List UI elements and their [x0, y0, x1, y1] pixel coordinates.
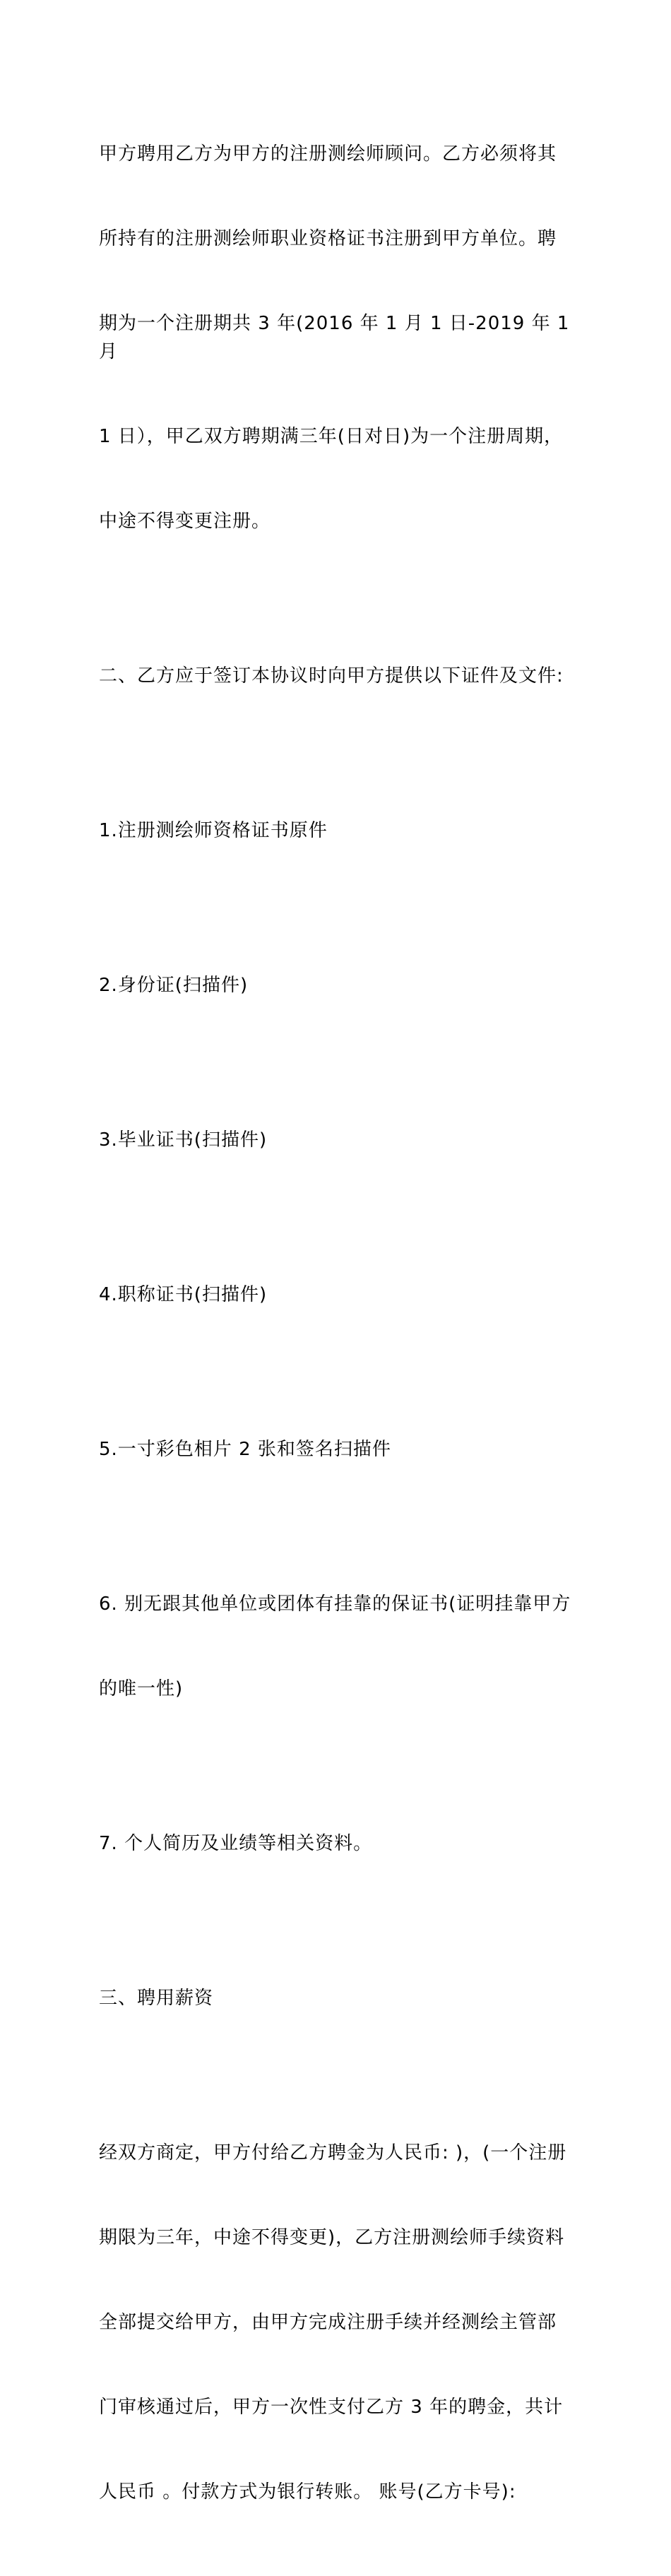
list-item-5 [99, 1379, 579, 1520]
list-item-4 [99, 1224, 579, 1365]
salary-paragraph [99, 2082, 579, 2563]
list-item-text: 1.注册测绘师资格证书原件 [99, 820, 328, 841]
list-item-7 [99, 1773, 579, 1914]
list-item-text: 4.职称证书(扫描件) [99, 1284, 268, 1305]
text-line: 全部提交给甲方，由甲方完成注册手续并经测绘主管部 [99, 2312, 557, 2333]
heading-text: 二、乙方应于签订本协议时向甲方提供以下证件及文件: [99, 665, 564, 687]
text-line: 中途不得变更注册。 [99, 511, 271, 532]
list-item-text: 6. 别无跟其他单位或团体有挂靠的保证书(证明挂靠甲方 [99, 1593, 571, 1615]
text-line: 1 日），甲乙双方聘期满三年(日对日)为一个注册周期， [99, 426, 564, 447]
section-two-heading [99, 605, 579, 747]
list-item-text: 3.毕业证书(扫描件) [99, 1129, 268, 1151]
text-line: 人民币 。付款方式为银行转账。 账号(乙方卡号): [99, 2481, 516, 2503]
text-line: 期限为三年，中途不得变更)，乙方注册测绘师手续资料 [99, 2227, 565, 2248]
heading-text: 三、聘用薪资 [99, 1988, 214, 2009]
engagement-paragraph [99, 83, 579, 592]
text-line: 门审核通过后，甲方一次性支付乙方 3 年的聘金，共计 [99, 2397, 564, 2418]
section-three-heading [99, 1928, 579, 2069]
list-item-text: 7. 个人简历及业绩等相关资料。 [99, 1833, 373, 1854]
list-item-2 [99, 915, 579, 1056]
document-body [99, 83, 579, 2576]
list-item-text: 的唯一性) [99, 1678, 184, 1699]
list-item-text: 2.身份证(扫描件) [99, 975, 249, 996]
list-item-text: 5.一寸彩色相片 2 张和签名扫描件 [99, 1439, 391, 1460]
text-line: 期为一个注册期共 3 年(2016 年 1 月 1 日-2019 年 1 月 [99, 313, 576, 362]
list-item-6 [99, 1533, 579, 1759]
text-line: 甲方聘用乙方为甲方的注册测绘师顾问。乙方必须将其 [99, 143, 557, 165]
text-line: 经双方商定，甲方付给乙方聘金为人民币: )，(一个注册 [99, 2142, 567, 2164]
list-item-1 [99, 760, 579, 901]
list-item-3 [99, 1069, 579, 1211]
text-line: 所持有的注册测绘师职业资格证书注册到甲方单位。聘 [99, 228, 557, 249]
